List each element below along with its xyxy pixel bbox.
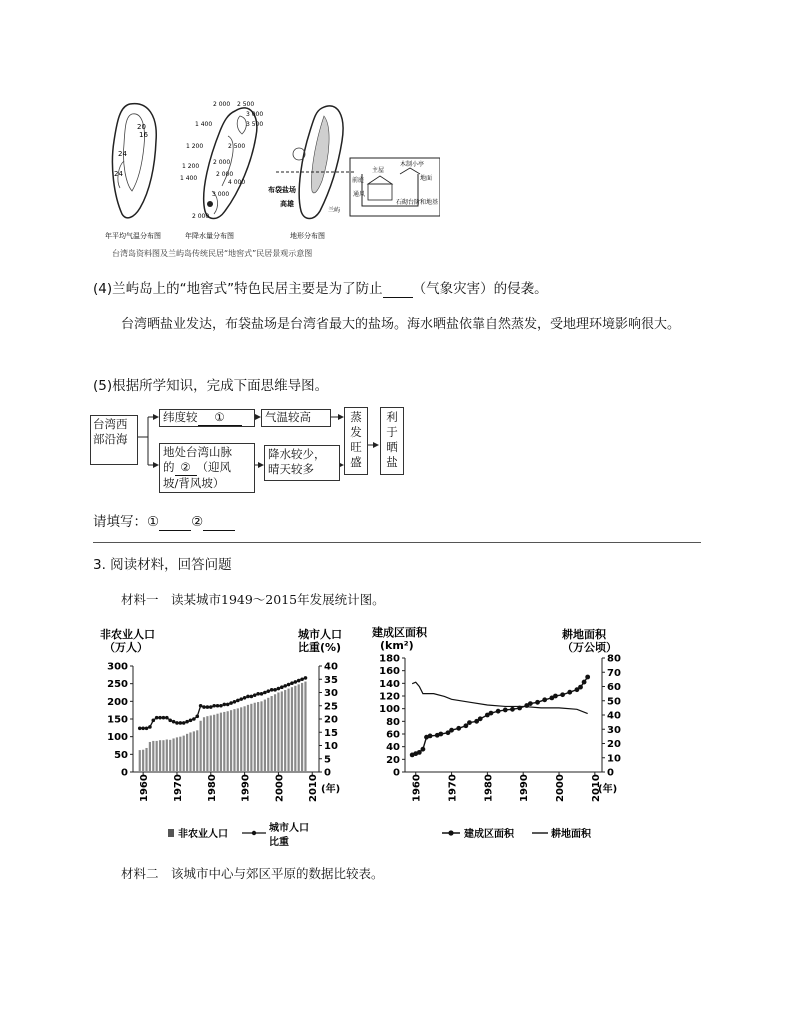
bar [247,705,249,772]
y-left-tick-label: 140 [379,678,400,690]
y-left-tick-label: 300 [107,661,128,673]
rainfall-map [180,101,263,220]
line-point [287,683,291,687]
mind-map-mountain-pre: 的 [163,460,175,474]
mind-map-evaporation: 蒸发旺盛 [344,407,368,475]
line-point [162,716,166,720]
rain-isoline-label: 1 200 [186,143,204,150]
line-point [199,704,203,708]
x-tick-label: 2010 [590,774,602,802]
line-point [273,688,277,692]
fill-blank-1[interactable] [159,514,191,531]
line-point [294,680,298,684]
y-right-label: 城市人口 [298,628,342,641]
line-point [250,695,254,699]
rain-isoline-label: 4 000 [228,179,246,186]
mind-map-mountain-line2 [163,460,251,476]
mind-map-rainfall-line2: 晴天较多 [268,462,314,476]
built-area-point [535,700,540,705]
y-right-tick-label: 10 [324,741,338,752]
y-right-tick-label: 5 [324,754,331,766]
temp-isoline-label: 24 [114,170,123,178]
built-area-point [560,692,565,697]
bar [166,739,168,772]
y-right-tick-label: 35 [324,674,338,686]
y-right-tick-label: 0 [607,767,614,779]
bar [216,714,218,772]
house-label: 木制小亭 [400,161,425,168]
dwelling-diagram [328,158,440,216]
line-point [266,689,270,693]
mind-map-salt: 利于晒盐 [380,407,404,475]
bar [298,684,300,772]
bar [172,738,174,772]
legend-bar-label: 非农业人口 [178,829,228,840]
y-right-tick-label: 10 [607,753,621,765]
legend-line-marker [252,831,256,835]
line-point [206,705,210,709]
y-left-tick-label: 60 [386,729,400,741]
built-area-point [463,723,468,728]
bar [176,737,178,772]
temp-isoline-label: 16 [139,131,148,139]
rain-isoline-label: 1 400 [195,121,213,128]
map-label-terrain: 地形分布图 [290,232,325,240]
line-point [175,721,179,725]
bar [213,715,215,772]
line-point [233,700,237,704]
bar [149,742,151,772]
bar [264,700,266,772]
rain-isoline-label: 2 500 [228,143,246,150]
line-point [243,696,247,700]
line-point [165,716,169,720]
line-point [263,691,267,695]
line-point [151,719,155,723]
line-point [283,684,287,688]
bar [189,732,191,772]
temp-isoline-label: 24 [118,150,127,158]
bar [250,704,252,772]
x-tick-label: 1960 [139,774,151,802]
line-point [236,699,240,703]
y-right-tick-label: 40 [607,710,621,722]
line-point [148,725,152,729]
y-left-label: 建成区面积 [372,626,427,639]
bar [237,708,239,772]
mind-map-root: 台湾西部沿海 [90,415,138,465]
line-point [219,704,223,708]
mind-map-mountain-line3: 坡/背风坡） [163,476,225,490]
line-point [226,703,230,707]
legend-farmland-label: 耕地面积 [551,829,591,840]
y-left-tick-label: 160 [379,666,400,678]
question-3-title: 3. 阅读材料，回答问题 [93,557,232,573]
rain-isoline-label: 3 000 [212,191,230,198]
bar [233,709,235,772]
line-point [209,705,213,709]
bar [274,694,276,772]
terrain-map [268,106,355,219]
y-left-label: (km²) [380,639,414,652]
bar [271,696,273,772]
question-4 [93,277,548,298]
bar [142,750,144,772]
line-point [158,716,162,720]
x-tick-label: 1960 [411,774,423,802]
fill-prefix: 请填写： [93,514,147,530]
line-point [253,693,257,697]
line-point [270,688,274,692]
bar [223,712,225,772]
mind-map-mountain [159,443,255,493]
question-4-prefix: (4)兰屿岛上的“地窖式”特色民居主要是为了防止 [93,281,383,297]
line-point [155,716,159,720]
legend-line-label: 比重 [269,837,289,848]
bar [196,730,198,772]
population-chart [96,626,366,856]
y-right-tick-label: 70 [607,667,621,679]
y-right-tick-label: 0 [324,767,331,779]
line-point [202,705,206,709]
y-left-tick-label: 40 [386,742,400,754]
x-tick-label: 2000 [274,774,286,802]
line-point [304,676,308,680]
place-lanyu: 兰屿 [328,207,341,214]
rain-isoline-label: 2 000 [192,213,210,220]
answer-blank[interactable] [383,281,413,298]
built-area-point [510,707,515,712]
area-chart-svg [372,626,632,856]
bar [203,717,205,772]
built-area-point [567,690,572,695]
line-point [260,692,264,696]
temp-isoline-label: 20 [137,123,146,131]
line-point [192,717,196,721]
line-point [179,721,183,725]
fill-number-1: ① [147,514,160,530]
line-point [182,721,186,725]
y-left-tick-label: 100 [379,704,400,716]
built-area-point [528,701,533,706]
bar [230,710,232,772]
y-right-tick-label: 40 [324,661,338,673]
mind-map-latitude [159,409,255,427]
fill-blank-2[interactable] [203,514,235,531]
mind-map-latitude-label: 纬度较 [163,410,198,424]
line-point [185,720,189,724]
bar [260,701,262,772]
built-area-point [582,680,587,685]
y-left-tick-label: 250 [107,679,128,691]
line-point [195,715,199,719]
built-area-point [542,697,547,702]
bar [162,740,164,772]
bar [179,737,181,772]
map-label-rainfall: 年降水量分布图 [185,232,234,240]
built-area-point [456,726,461,731]
y-right-label: （万公顷） [562,641,617,654]
bar [169,740,171,772]
bar [206,716,208,772]
bar [301,683,303,772]
y-right-tick-label: 30 [607,724,621,736]
bar [287,689,289,772]
built-area-point [585,675,590,680]
mind-map [90,405,420,500]
y-left-tick-label: 100 [107,732,128,744]
place-salt-field: 布袋盐场 [268,186,296,194]
bar [159,740,161,772]
line-point [280,685,284,689]
section-divider [93,542,701,543]
x-tick-label: 1980 [483,774,495,802]
rain-isoline-label: 3 500 [246,121,264,128]
x-unit: (年) [598,784,618,795]
y-left-tick-label: 0 [393,767,400,779]
line-point [300,677,304,681]
line-point [246,695,250,699]
material-1: 材料一 读某城市1949～2015年发展统计图。 [121,592,385,607]
y-right-tick-label: 80 [607,653,621,665]
area-chart [372,626,632,856]
bar [304,682,306,772]
y-right-tick-label: 20 [607,739,621,750]
built-area-point [478,716,483,721]
house-label: 地面 [420,175,433,182]
built-area-point [503,708,508,713]
line-point [297,679,301,683]
bar [200,721,202,772]
population-chart-svg [96,626,366,856]
bar [152,741,154,772]
bar [193,731,195,772]
y-right-tick-label: 50 [607,696,621,708]
y-right-tick-label: 20 [324,714,338,726]
bar [284,690,286,772]
salt-paragraph: 台湾晒盐业发达，布袋盐场是台湾省最大的盐场。海水晒盐依靠自然蒸发，受地理环境影响很大。 [121,317,681,332]
legend-line-label: 城市人口 [269,823,309,834]
x-tick-label: 1990 [240,774,252,802]
built-area-point [417,750,422,755]
x-tick-label: 2010 [308,774,320,802]
bar [257,702,259,772]
bar [139,750,141,772]
y-right-tick-label: 25 [324,701,338,713]
built-area-point [578,685,583,690]
rain-isoline-label: 1 400 [180,175,198,182]
mind-map-mountain-line1: 地处台湾山脉 [163,445,232,459]
line-point [189,719,193,723]
y-left-tick-label: 80 [386,716,400,728]
built-area-point [428,734,433,739]
x-tick-label: 1970 [172,774,184,802]
y-left-tick-label: 150 [107,714,128,726]
built-area-point [496,709,501,714]
line-urban-ratio [140,678,306,728]
bar [240,707,242,772]
built-area-point [449,728,454,733]
bar [156,741,158,772]
bar [267,698,269,772]
built-area-point [489,711,494,716]
legend-built-label: 建成区面积 [464,829,514,840]
rain-isoline-label: 2 000 [216,171,234,178]
bar [281,691,283,772]
line-point [256,692,260,696]
rain-isoline-label: 1 200 [182,163,200,170]
x-tick-label: 1990 [519,774,531,802]
line-point [168,719,172,723]
line-point [138,726,142,730]
line-farmland [412,682,588,713]
y-left-label: （万人） [104,641,148,654]
mind-map-temperature: 气温较高 [261,409,331,427]
line-point [239,697,243,701]
line-point [229,701,233,705]
y-right-tick-label: 15 [324,727,338,739]
rain-isoline-label: 2 000 [213,101,231,108]
x-tick-label: 1980 [206,774,218,802]
y-right-tick-label: 30 [324,688,338,699]
place-kaohsiung: 高雄 [280,200,294,208]
mind-map-arrows [90,405,420,500]
x-tick-label: 1970 [447,774,459,802]
bar [291,687,293,772]
blank-2[interactable]: ② [175,460,197,476]
fill-number-2: ② [191,514,204,530]
mind-map-mountain-post: （迎风 [196,460,231,474]
taiwan-maps-svg [100,96,440,246]
line-point [277,687,281,691]
x-tick-label: 2000 [555,774,567,802]
rain-isoline-label: 2 500 [237,101,255,108]
question-5: (5)根据所学知识，完成下面思维导图。 [93,378,329,394]
line-point [223,703,227,707]
bar [145,748,147,772]
map-label-temperature: 年平均气温分布图 [105,232,161,240]
legend-built-marker [448,830,453,835]
line-point [145,726,149,730]
bar [244,706,246,772]
bar [183,736,185,772]
y-left-label: 非农业人口 [100,628,155,641]
material-2: 材料二 该城市中心与郊区平原的数据比较表。 [121,866,384,881]
house-label: 前庭 [352,177,365,184]
built-area-point [438,732,443,737]
house-label: 通风 [353,191,366,198]
figure-caption: 台湾岛资料图及兰屿岛传统民居“地窖式”民居景观示意图 [112,249,313,258]
built-area-point [553,694,558,699]
bar [210,715,212,772]
y-left-tick-label: 180 [379,653,400,665]
y-left-tick-label: 120 [379,691,400,703]
house-label: 石砌台阶和地基 [396,199,439,206]
bar [294,686,296,772]
legend-bar-swatch [168,829,174,837]
line-point [172,720,176,724]
line-point [212,704,216,708]
y-left-tick-label: 0 [121,767,128,779]
line-built-area [412,677,588,755]
taiwan-maps-figure [100,96,440,246]
bar [227,711,229,772]
y-left-tick-label: 50 [114,749,128,761]
built-area-point [467,720,472,725]
temperature-map [112,104,156,218]
y-left-tick-label: 20 [386,754,400,766]
line-point [216,704,220,708]
x-unit: (年) [321,784,341,795]
mind-map-rainfall-line1: 降水较少， [268,447,326,461]
line-point [141,726,145,730]
fill-in-line [93,510,235,531]
rain-isoline-label: 3 000 [246,111,264,118]
rain-isoline-label: 2 000 [213,159,231,166]
y-right-label: 耕地面积 [562,628,606,641]
blank-1[interactable]: ① [198,410,242,426]
y-right-label: 比重(%) [298,641,342,654]
bar [220,713,222,772]
mind-map-rainfall [264,445,340,481]
bar [277,693,279,773]
line-point [290,681,294,685]
bar [254,703,256,772]
house-label: 主屋 [372,167,385,174]
y-left-tick-label: 200 [107,696,128,708]
question-4-suffix: （气象灾害）的侵袭。 [412,281,548,297]
built-area-point [421,747,426,752]
y-right-tick-label: 60 [607,682,621,693]
bar [186,734,188,772]
